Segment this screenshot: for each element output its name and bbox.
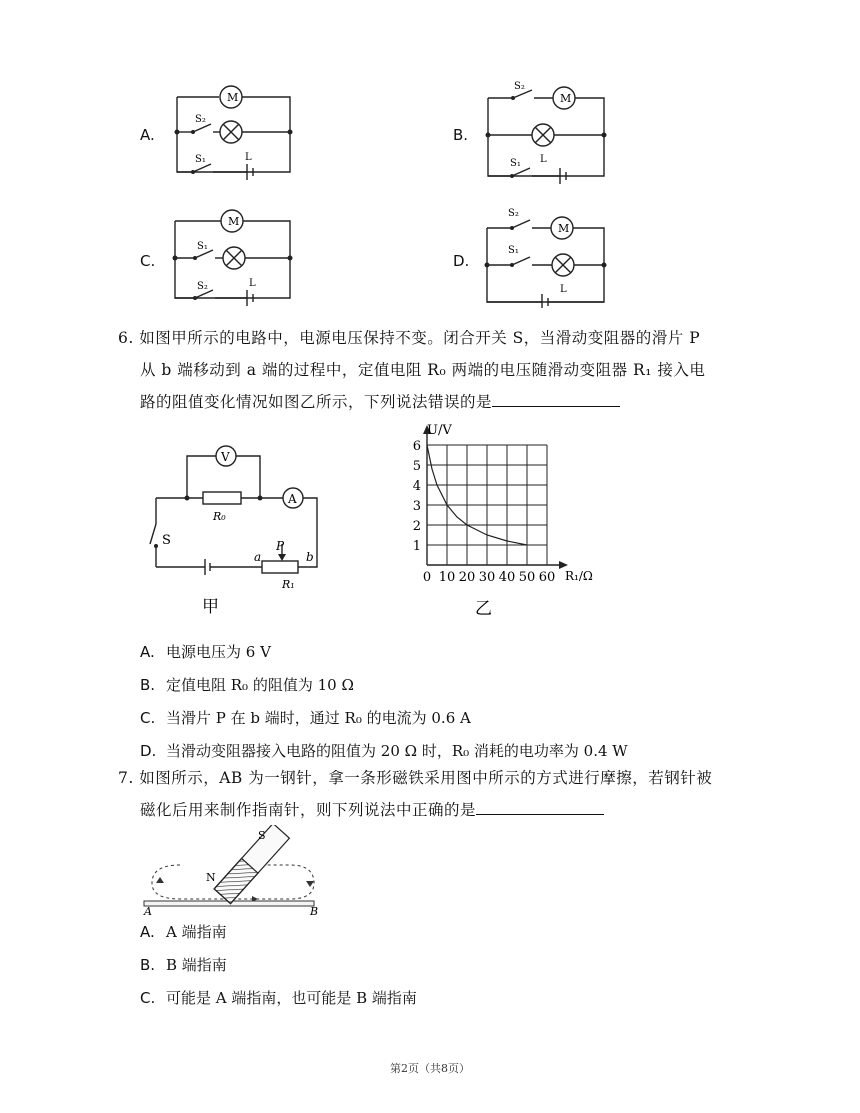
motor-label: M xyxy=(558,222,570,235)
lamp-label: L xyxy=(560,284,567,295)
chart-ticks xyxy=(413,439,556,585)
answer-blank xyxy=(492,390,620,407)
magnet-needle-figure xyxy=(140,825,330,915)
question-number: 6. xyxy=(118,329,134,347)
circuit-diagram-c xyxy=(165,206,295,308)
option-a[interactable]: A. A 端指南 xyxy=(140,923,227,941)
switch-s2-label: S₂ xyxy=(508,208,519,219)
circuit-diagram-b xyxy=(478,80,613,185)
switch-s1-label: S₁ xyxy=(195,154,206,165)
question-6-text-1: 如图甲所示的电路中，电源电压保持不变。闭合开关 S，当滑动变阻器的滑片 P xyxy=(139,329,701,347)
option-a[interactable]: A. 电源电压为 6 V xyxy=(140,643,271,661)
x-tick-label: 10 xyxy=(438,570,456,585)
question-6-line-3 xyxy=(118,386,768,418)
y-tick-label: 3 xyxy=(412,499,421,514)
y-tick-label: 2 xyxy=(412,519,421,534)
question-7-text-2: 磁化后用来制作指南针，则下列说法中正确的是 xyxy=(140,801,477,819)
switch-s2-label: S₂ xyxy=(195,114,206,125)
option-b-label: B. xyxy=(453,126,469,144)
ammeter-label: A xyxy=(288,492,297,506)
switch-s2-label: S₂ xyxy=(514,81,525,92)
figure-yi-chart xyxy=(405,418,620,618)
option-c-label: C. xyxy=(140,252,156,270)
switch-s1-label: S₁ xyxy=(508,245,519,256)
circuit-diagram-a xyxy=(165,82,295,187)
y-tick-label: 5 xyxy=(412,459,421,474)
lamp-label: L xyxy=(245,152,252,163)
motor-label: M xyxy=(228,215,240,228)
figure-jia-circuit xyxy=(140,440,340,620)
chart-grid xyxy=(427,445,547,565)
switch-s1-label: S₁ xyxy=(197,241,208,252)
option-a-label: A. xyxy=(140,126,155,144)
slider-p-label: P xyxy=(276,539,285,553)
switch-s-label: S xyxy=(162,533,171,548)
chart-series-line xyxy=(427,445,527,545)
y-tick-label: 1 xyxy=(412,539,421,554)
question-6-text-3: 路的阻值变化情况如图乙所示，下列说法错误的是 xyxy=(140,393,493,411)
x-tick-label: 20 xyxy=(458,570,476,585)
y-axis-label: U/V xyxy=(427,423,452,438)
rheostat-r1-label: R₁ xyxy=(282,578,295,591)
needle-end-b-label: B xyxy=(310,905,319,915)
question-6 xyxy=(118,322,768,418)
motor-label: M xyxy=(560,92,572,105)
y-tick-label: 4 xyxy=(412,479,421,494)
question-7-line-1 xyxy=(118,762,768,794)
circuit-diagram-d xyxy=(478,202,613,308)
motor-label: M xyxy=(227,91,239,104)
answer-blank xyxy=(476,798,604,815)
switch-s2-label: S₂ xyxy=(197,281,208,292)
chart-axes xyxy=(423,425,568,569)
end-a-label: a xyxy=(254,550,262,564)
question-6-text-2: 从 b 端移动到 a 端的过程中，定值电阻 R₀ 两端的电压随滑动变阻器 R₁ 接入电 xyxy=(140,361,706,379)
page-footer: 第2页（共8页） xyxy=(390,1062,470,1075)
option-b[interactable]: B. B 端指南 xyxy=(140,956,227,974)
x-tick-label: 50 xyxy=(518,570,536,585)
figure-jia-caption: 甲 xyxy=(202,597,219,617)
option-d[interactable]: D. 当滑动变阻器接入电路的阻值为 20 Ω 时，R₀ 消耗的电功率为 0.4 W xyxy=(140,742,628,760)
question-number: 7. xyxy=(118,769,134,787)
magnet-s-label: S xyxy=(258,829,266,842)
switch-s1-label: S₁ xyxy=(510,158,521,169)
x-tick-label: 30 xyxy=(478,570,496,585)
x-tick-label: 60 xyxy=(538,570,556,585)
needle-end-a-label: A xyxy=(144,905,152,915)
x-tick-label: 0 xyxy=(422,570,432,585)
question-7 xyxy=(118,762,768,826)
magnet-n-label: N xyxy=(206,871,216,884)
figure-yi-caption: 乙 xyxy=(475,599,492,618)
question-7-line-2 xyxy=(118,794,768,826)
end-b-label: b xyxy=(306,550,314,564)
option-d-label: D. xyxy=(453,252,470,270)
x-axis-arrow xyxy=(559,561,568,569)
x-tick-label: 40 xyxy=(498,570,516,585)
option-c[interactable]: C. 可能是 A 端指南，也可能是 B 端指南 xyxy=(140,989,417,1007)
option-b[interactable]: B. 定值电阻 R₀ 的阻值为 10 Ω xyxy=(140,676,354,694)
option-c[interactable]: C. 当滑片 P 在 b 端时，通过 R₀ 的电流为 0.6 A xyxy=(140,709,471,727)
question-6-options xyxy=(140,636,628,768)
question-7-text-1: 如图所示，AB 为一钢针，拿一条形磁铁采用图中所示的方式进行摩擦，若钢针被 xyxy=(139,769,713,787)
resistor-r0-label: R₀ xyxy=(213,510,226,523)
question-7-options xyxy=(140,916,417,1015)
question-6-line-1 xyxy=(118,322,768,354)
x-axis-label: R₁/Ω xyxy=(565,569,593,583)
y-tick-label: 6 xyxy=(412,439,421,454)
lamp-label: L xyxy=(249,278,256,289)
voltmeter-label: V xyxy=(221,450,230,464)
lamp-label: L xyxy=(540,154,547,165)
